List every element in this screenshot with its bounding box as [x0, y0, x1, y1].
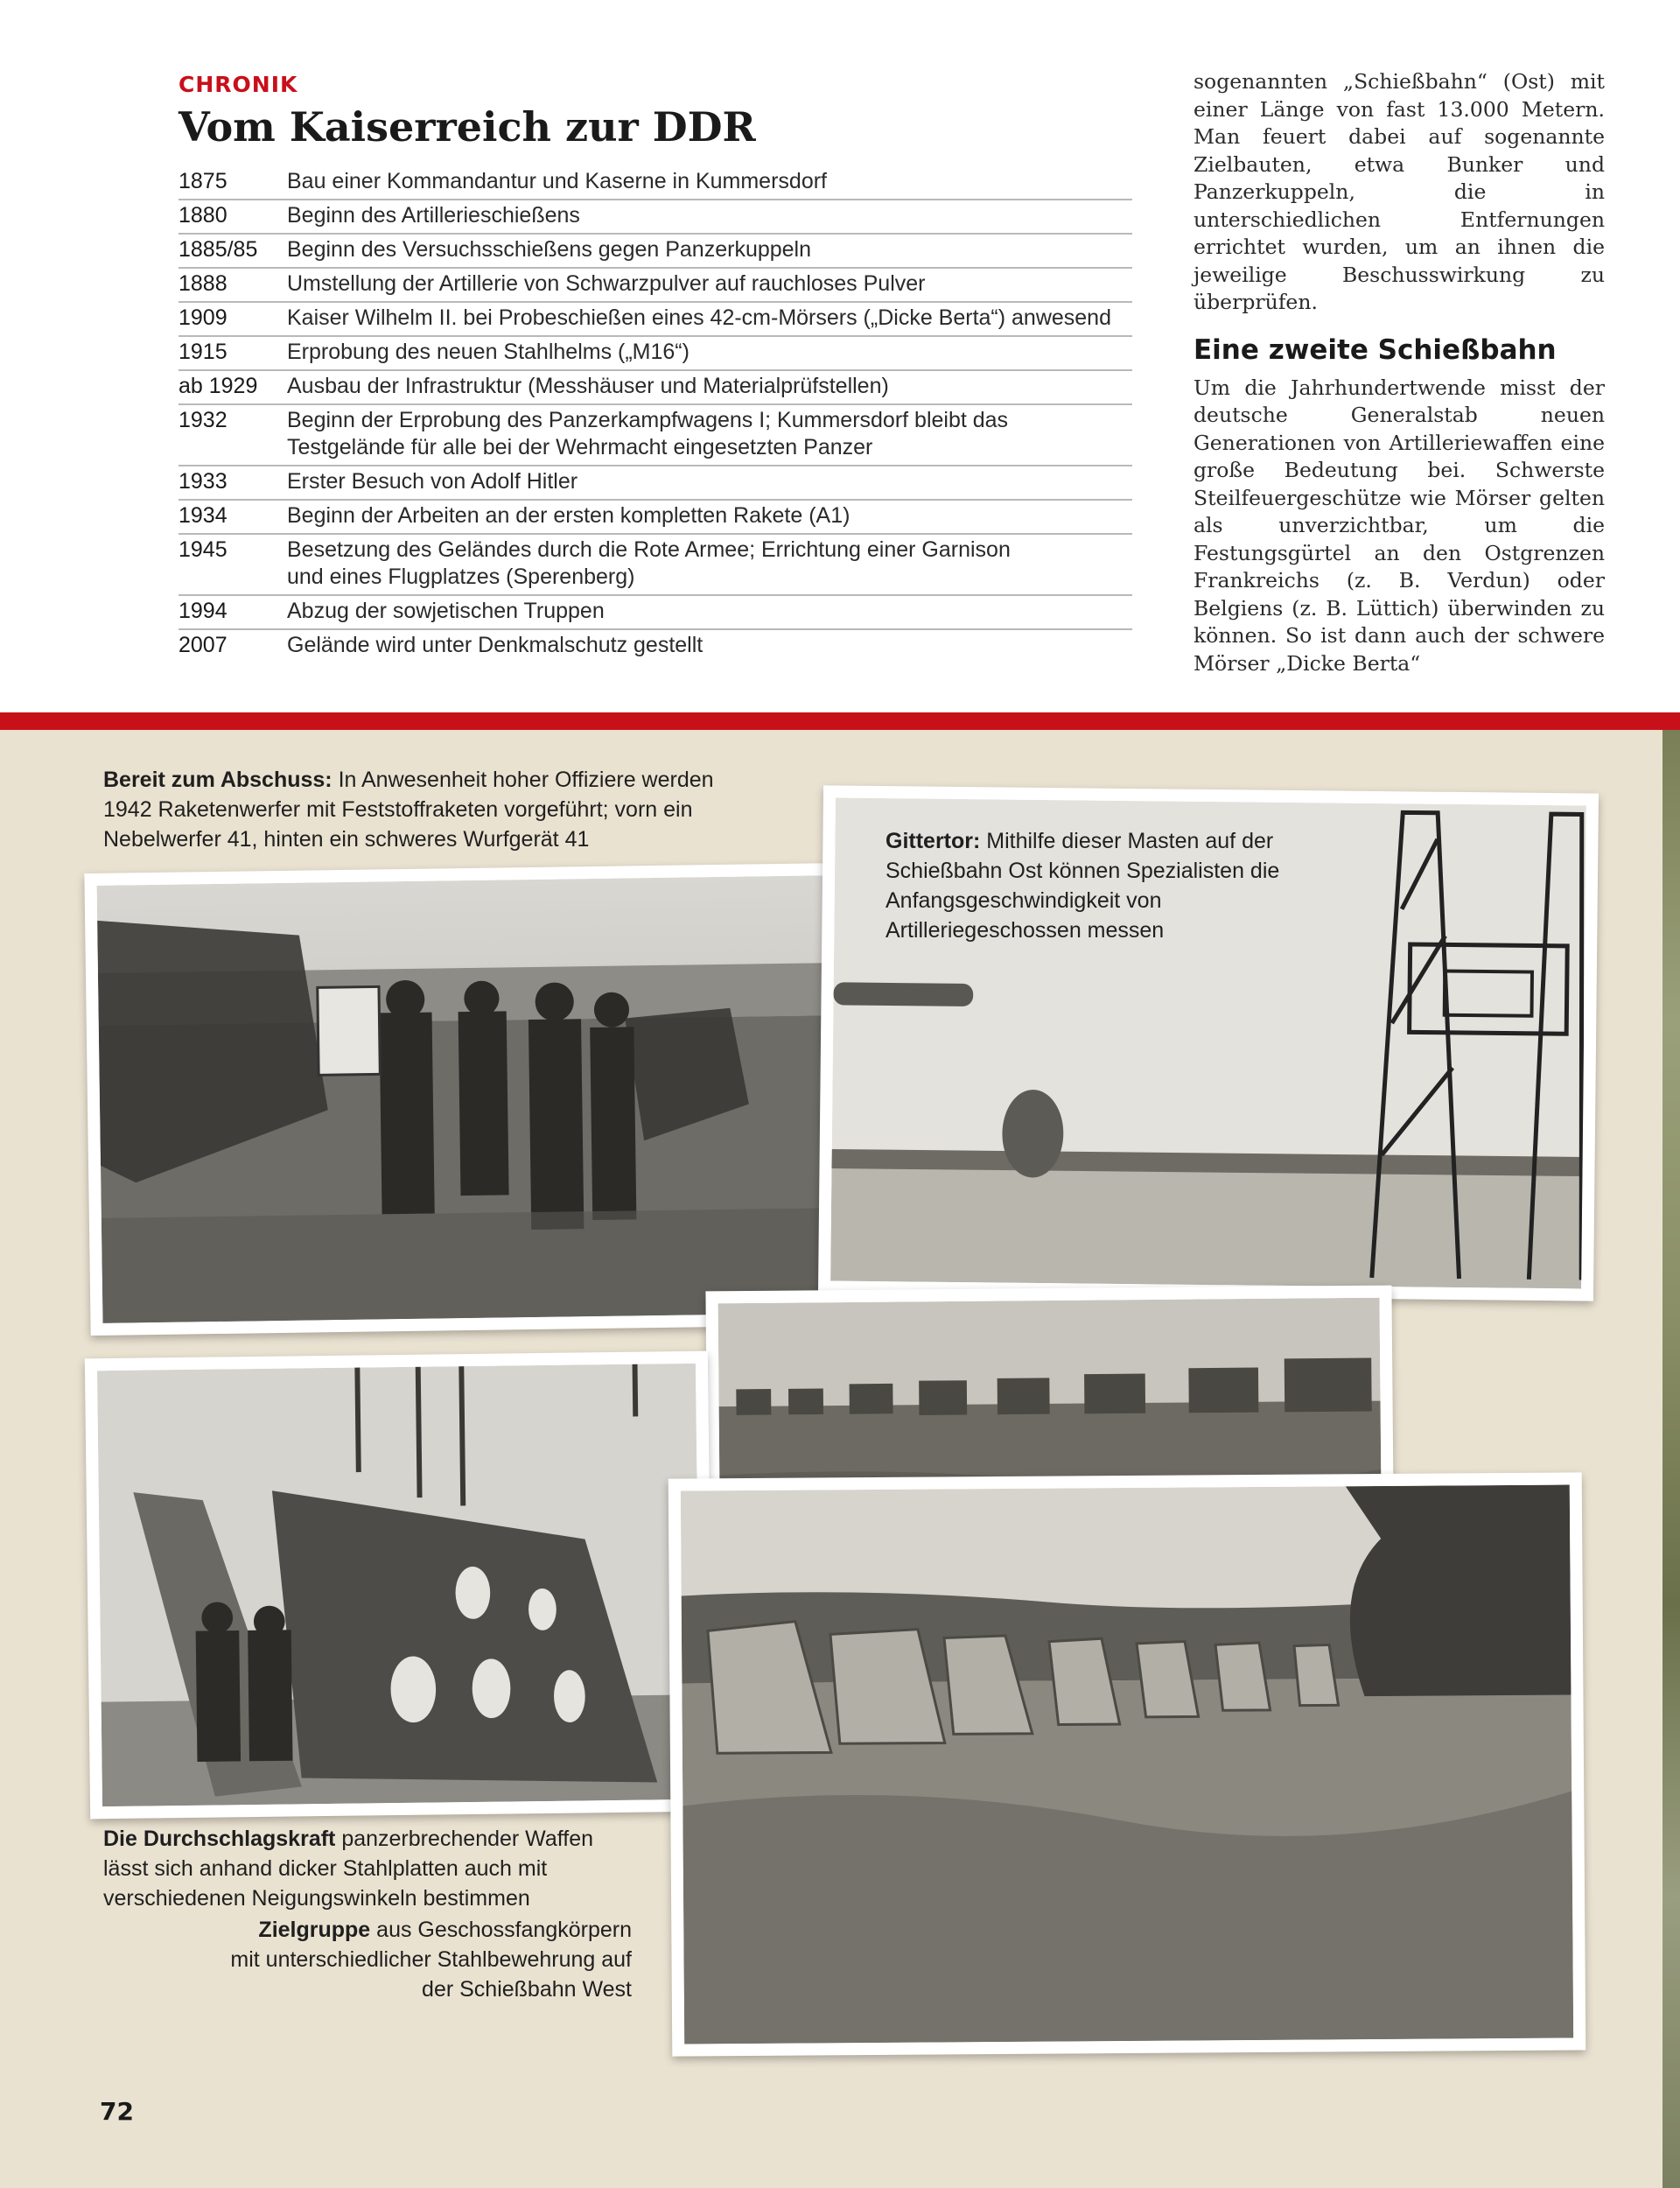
- chronicle-row: [178, 269, 1132, 303]
- chronicle-year: 1909: [178, 305, 228, 330]
- chronicle-table: [178, 166, 1132, 663]
- photo-rocket-launchers-image: [97, 875, 840, 1323]
- caption-rockets: [103, 765, 768, 854]
- chronicle-row: [178, 405, 1132, 466]
- caption-rockets-text: In Anwesenheit hoher Offiziere werden 1942 Raketenwerfer mit Feststoffraketen vorgeführt; vorn ein Nebelwerfer 41, hinten ein schweres Wurfgerät 41: [103, 768, 714, 852]
- chronicle-year: 2007: [178, 633, 228, 657]
- chronicle-row: [178, 466, 1132, 501]
- chronicle-text: Kaiser Wilhelm II. bei Probeschießen eines 42-cm-Mörsers („Dicke Berta“) anwesend: [287, 305, 1111, 330]
- chronicle-year: 1994: [178, 599, 228, 623]
- chronicle-row: [178, 630, 1132, 663]
- caption-rockets-lead: Bereit zum Abschuss:: [103, 768, 332, 792]
- chronicle-text: Beginn des Versuchsschießens gegen Panzerkuppeln: [287, 237, 812, 262]
- chronicle-row: [178, 337, 1132, 371]
- chronicle-text: Erster Besuch von Adolf Hitler: [287, 469, 578, 494]
- caption-plates-lead: Die Durchschlagskraft: [103, 1827, 336, 1851]
- chronicle-row: [178, 501, 1132, 535]
- chronicle-text: Besetzung des Geländes durch die Rote Armee; Errichtung einer Garnison und eines Flugplatzes (Sperenberg): [287, 537, 1011, 589]
- caption-gate-lead: Gittertor:: [886, 829, 981, 853]
- chronicle-year: 1880: [178, 203, 228, 228]
- chronicle-row: [178, 596, 1132, 630]
- caption-plates-text: panzerbrechender Waffen lässt sich anhand dicker Stahlplatten auch mit verschiedenen Neigungswinkeln bestimmen: [103, 1827, 594, 1911]
- article-column: [1194, 68, 1605, 677]
- chronicle-text: Ausbau der Infrastruktur (Messhäuser und Materialprüfstellen): [287, 374, 889, 398]
- caption-gate: [886, 826, 1323, 945]
- chronicle-row: [178, 535, 1132, 596]
- article-paragraph: sogenannten „Schießbahn“ (Ost) mit einer Länge von fast 13.000 Metern. Man feuert dabei auf sogenannte Zielbauten, etwa Bunker und Panzerkuppeln, die in unterschiedlichen Entfernungen errichtet wurden, um an ihnen die jeweilige Beschusswirkung zu überprüfen.: [1194, 69, 1605, 314]
- chronicle-text: Bau einer Kommandantur und Kaserne in Kummersdorf: [287, 169, 827, 193]
- photo-target-group: [668, 1472, 1586, 2056]
- chronicle-year: 1915: [178, 340, 228, 364]
- chronicle-text: Beginn der Arbeiten an der ersten kompletten Rakete (A1): [287, 503, 850, 528]
- chronicle-text: Erprobung des neuen Stahlhelms („M16“): [287, 340, 690, 364]
- chronicle-year: 1885/85: [178, 237, 258, 262]
- chronicle-title: Vom Kaiserreich zur DDR: [178, 103, 756, 151]
- chronicle-text: Umstellung der Artillerie von Schwarzpulver auf rauchloses Pulver: [287, 271, 926, 296]
- photo-target-group-image: [681, 1484, 1573, 2044]
- photo-steel-plate-image: [97, 1364, 701, 1806]
- photo-steel-plate: [85, 1351, 713, 1820]
- chronicle-text: Beginn der Erprobung des Panzerkampfwagens I; Kummersdorf bleibt das Testgelände für alle bei der Wehrmacht eingesetzten Panzer: [287, 408, 1009, 459]
- chronicle-year: 1888: [178, 271, 228, 296]
- chronicle-row: [178, 371, 1132, 405]
- chronicle-year: 1932: [178, 408, 228, 432]
- caption-gate-text: Mithilfe dieser Masten auf der Schießbahn Ost können Spezialisten die Anfangsgeschwindigkeit von Artilleriegeschossen messen: [886, 829, 1280, 943]
- chronicle-year: 1934: [178, 503, 228, 528]
- page-number: 72: [100, 2097, 134, 2126]
- chronicle-row: [178, 200, 1132, 235]
- caption-targets-text: aus Geschossfangkörpern mit unterschiedlicher Stahlbewehrung auf der Schießbahn West: [230, 1918, 632, 2002]
- chronicle-text: Beginn des Artillerieschießens: [287, 203, 580, 228]
- caption-targets: [228, 1915, 632, 2004]
- caption-plates: [103, 1824, 628, 1913]
- caption-targets-lead: Zielgruppe: [258, 1918, 371, 1942]
- chronicle-row: [178, 303, 1132, 337]
- chronicle-year: 1875: [178, 169, 228, 193]
- chronicle-year: 1945: [178, 537, 228, 562]
- adjacent-page-edge: [1662, 730, 1680, 2188]
- chronicle-row: [178, 166, 1132, 200]
- article-heading: Eine zweite Schießbahn: [1194, 333, 1557, 366]
- chronicle-row: [178, 235, 1132, 269]
- chronicle-text: Gelände wird unter Denkmalschutz gestellt: [287, 633, 704, 657]
- article-paragraph: Um die Jahrhundertwende misst der deutsche Generalstab neuen Generationen von Artilleriewaffen eine große Bedeutung bei. Schwerste Steilfeuergeschütze wie Mörser gelten als unverzichtbar, um die Festungsgürtel an den Ostgrenzen Frankreichs (z. B. Verdun) oder Belgiens (z. B. Lüttich) überwinden zu können. So ist dann auch der schwere Mörser „Dicke Berta“: [1194, 375, 1605, 676]
- photo-rocket-launchers: [84, 863, 851, 1336]
- section-divider-bar: [0, 712, 1680, 730]
- chronicle-year: 1933: [178, 469, 228, 494]
- chronicle-kicker: CHRONIK: [178, 72, 298, 97]
- chronicle-text: Abzug der sowjetischen Truppen: [287, 599, 605, 623]
- chronicle-year: ab 1929: [178, 374, 258, 398]
